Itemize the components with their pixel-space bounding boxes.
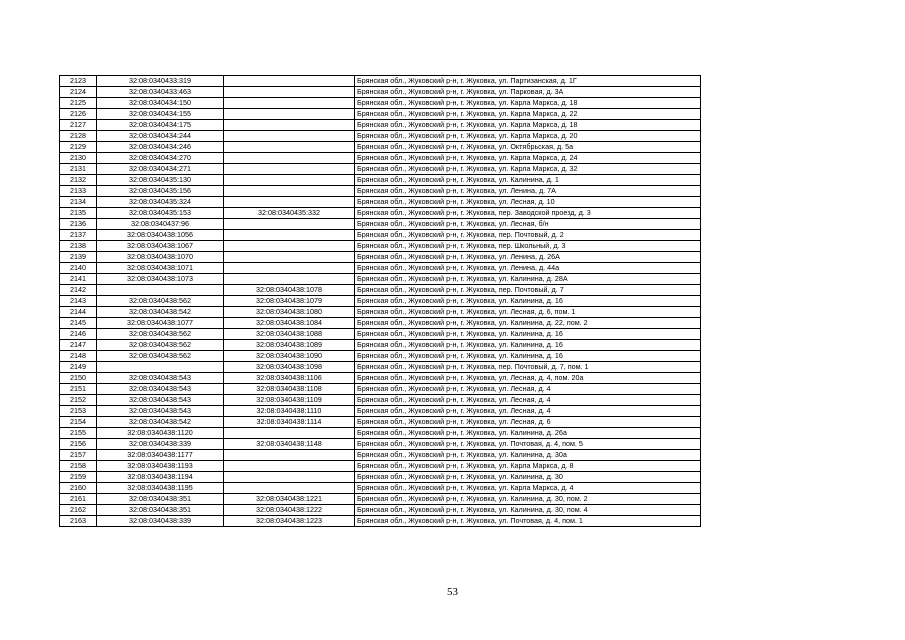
table-row [60, 186, 701, 197]
row-number-cell: 2160 [60, 483, 97, 494]
table-row [60, 417, 701, 428]
cadastral-number-cell: 32:08:0340434:175 [97, 120, 224, 131]
cadastral-number-cell: 32:08:0340434:246 [97, 142, 224, 153]
table-row [60, 252, 701, 263]
table-row [60, 428, 701, 439]
address-cell: Брянская обл., Жуковский р-н, г. Жуковка, пер. Почтовый, д. 2 [355, 230, 701, 241]
cadastral-number-cell: 32:08:0340438:1193 [97, 461, 224, 472]
cadastral-number-cell: 32:08:0340434:155 [97, 109, 224, 120]
cadastral-number-cell: 32:08:0340438:1070 [97, 252, 224, 263]
related-cadastral-number-cell: 32:08:0340438:1223 [224, 516, 355, 527]
table-row [60, 307, 701, 318]
related-cadastral-number-cell [224, 461, 355, 472]
row-number-cell: 2152 [60, 395, 97, 406]
related-cadastral-number-cell: 32:08:0340438:1089 [224, 340, 355, 351]
cadastral-number-cell: 32:08:0340434:271 [97, 164, 224, 175]
address-cell: Брянская обл., Жуковский р-н, г. Жуковка, ул. Ленина, д. 44а [355, 263, 701, 274]
row-number-cell: 2155 [60, 428, 97, 439]
row-number-cell: 2128 [60, 131, 97, 142]
row-number-cell: 2162 [60, 505, 97, 516]
table-row [60, 208, 701, 219]
related-cadastral-number-cell: 32:08:0340438:1088 [224, 329, 355, 340]
table-row [60, 450, 701, 461]
table-row [60, 296, 701, 307]
address-cell: Брянская обл., Жуковский р-н, г. Жуковка, ул. Парковая, д. 3А [355, 87, 701, 98]
address-cell: Брянская обл., Жуковский р-н, г. Жуковка, ул. Карла Маркса, д. 8 [355, 461, 701, 472]
table-row [60, 274, 701, 285]
row-number-cell: 2131 [60, 164, 97, 175]
row-number-cell: 2154 [60, 417, 97, 428]
cadastral-number-cell: 32:08:0340438:1067 [97, 241, 224, 252]
table-row [60, 406, 701, 417]
row-number-cell: 2142 [60, 285, 97, 296]
row-number-cell: 2149 [60, 362, 97, 373]
row-number-cell: 2151 [60, 384, 97, 395]
table-row [60, 329, 701, 340]
related-cadastral-number-cell [224, 120, 355, 131]
cadastral-number-cell: 32:08:0340435:156 [97, 186, 224, 197]
address-cell: Брянская обл., Жуковский р-н, г. Жуковка, ул. Карла Маркса, д. 20 [355, 131, 701, 142]
related-cadastral-number-cell [224, 87, 355, 98]
address-cell: Брянская обл., Жуковский р-н, г. Жуковка, ул. Калинина, д. 16 [355, 329, 701, 340]
related-cadastral-number-cell [224, 142, 355, 153]
address-cell: Брянская обл., Жуковский р-н, г. Жуковка, ул. Калинина, д. 28А [355, 274, 701, 285]
table-row [60, 98, 701, 109]
table-row [60, 318, 701, 329]
address-cell: Брянская обл., Жуковский р-н, г. Жуковка, ул. Калинина, д. 26а [355, 428, 701, 439]
address-cell: Брянская обл., Жуковский р-н, г. Жуковка, ул. Калинина, д. 1 [355, 175, 701, 186]
address-cell: Брянская обл., Жуковский р-н, г. Жуковка, ул. Карла Маркса, д. 18 [355, 98, 701, 109]
related-cadastral-number-cell: 32:08:0340438:1106 [224, 373, 355, 384]
row-number-cell: 2146 [60, 329, 97, 340]
related-cadastral-number-cell: 32:08:0340438:1109 [224, 395, 355, 406]
table-row [60, 483, 701, 494]
row-number-cell: 2139 [60, 252, 97, 263]
address-cell: Брянская обл., Жуковский р-н, г. Жуковка, пер. Почтовый, д. 7, пом. 1 [355, 362, 701, 373]
address-cell: Брянская обл., Жуковский р-н, г. Жуковка, пер. Почтовый, д. 7 [355, 285, 701, 296]
address-cell: Брянская обл., Жуковский р-н, г. Жуковка, пер. Заводской проезд, д. 3 [355, 208, 701, 219]
cadastral-number-cell: 32:08:0340435:153 [97, 208, 224, 219]
table-row [60, 340, 701, 351]
related-cadastral-number-cell [224, 450, 355, 461]
table-row [60, 263, 701, 274]
related-cadastral-number-cell [224, 109, 355, 120]
row-number-cell: 2143 [60, 296, 97, 307]
table-row [60, 505, 701, 516]
cadastral-number-cell: 32:08:0340437:96 [97, 219, 224, 230]
row-number-cell: 2127 [60, 120, 97, 131]
table-row [60, 230, 701, 241]
related-cadastral-number-cell [224, 164, 355, 175]
address-cell: Брянская обл., Жуковский р-н, г. Жуковка, ул. Калинина, д. 16 [355, 340, 701, 351]
related-cadastral-number-cell [224, 263, 355, 274]
related-cadastral-number-cell [224, 428, 355, 439]
table-row [60, 175, 701, 186]
cadastral-number-cell: 32:08:0340433:463 [97, 87, 224, 98]
cadastral-number-cell: 32:08:0340438:339 [97, 439, 224, 450]
cadastral-number-cell: 32:08:0340435:324 [97, 197, 224, 208]
row-number-cell: 2137 [60, 230, 97, 241]
cadastral-number-cell: 32:08:0340438:1120 [97, 428, 224, 439]
row-number-cell: 2133 [60, 186, 97, 197]
cadastral-number-cell: 32:08:0340438:1177 [97, 450, 224, 461]
row-number-cell: 2141 [60, 274, 97, 285]
cadastral-number-cell: 32:08:0340438:1077 [97, 318, 224, 329]
table-row [60, 516, 701, 527]
table-row [60, 472, 701, 483]
address-cell: Брянская обл., Жуковский р-н, г. Жуковка, ул. Ленина, д. 7А [355, 186, 701, 197]
cadastral-number-cell: 32:08:0340438:543 [97, 406, 224, 417]
cadastral-number-cell: 32:08:0340434:270 [97, 153, 224, 164]
table-row [60, 142, 701, 153]
address-cell: Брянская обл., Жуковский р-н, г. Жуковка, ул. Калинина, д. 30а [355, 450, 701, 461]
row-number-cell: 2130 [60, 153, 97, 164]
cadastral-number-cell [97, 362, 224, 373]
address-cell: Брянская обл., Жуковский р-н, г. Жуковка, ул. Лесная, д. 10 [355, 197, 701, 208]
table-row [60, 362, 701, 373]
related-cadastral-number-cell: 32:08:0340438:1079 [224, 296, 355, 307]
table-row [60, 285, 701, 296]
related-cadastral-number-cell [224, 483, 355, 494]
row-number-cell: 2144 [60, 307, 97, 318]
cadastral-number-cell: 32:08:0340438:1071 [97, 263, 224, 274]
related-cadastral-number-cell [224, 230, 355, 241]
row-number-cell: 2163 [60, 516, 97, 527]
address-cell: Брянская обл., Жуковский р-н, г. Жуковка, ул. Калинина, д. 16 [355, 296, 701, 307]
table-row [60, 131, 701, 142]
table-row [60, 494, 701, 505]
related-cadastral-number-cell: 32:08:0340438:1114 [224, 417, 355, 428]
related-cadastral-number-cell: 32:08:0340438:1148 [224, 439, 355, 450]
related-cadastral-number-cell [224, 472, 355, 483]
table-row [60, 76, 701, 87]
row-number-cell: 2129 [60, 142, 97, 153]
cadastral-number-cell: 32:08:0340438:543 [97, 395, 224, 406]
cadastral-number-cell: 32:08:0340435:130 [97, 175, 224, 186]
table-row [60, 241, 701, 252]
cadastral-number-cell: 32:08:0340438:1195 [97, 483, 224, 494]
address-cell: Брянская обл., Жуковский р-н, г. Жуковка, ул. Ленина, д. 26А [355, 252, 701, 263]
related-cadastral-number-cell: 32:08:0340438:1090 [224, 351, 355, 362]
related-cadastral-number-cell: 32:08:0340438:1078 [224, 285, 355, 296]
related-cadastral-number-cell: 32:08:0340438:1222 [224, 505, 355, 516]
page-number: 53 [447, 586, 458, 598]
row-number-cell: 2138 [60, 241, 97, 252]
address-cell: Брянская обл., Жуковский р-н, г. Жуковка, ул. Карла Маркса, д. 18 [355, 120, 701, 131]
cadastral-number-cell: 32:08:0340438:351 [97, 505, 224, 516]
row-number-cell: 2140 [60, 263, 97, 274]
register-table [59, 75, 701, 527]
row-number-cell: 2150 [60, 373, 97, 384]
address-cell: Брянская обл., Жуковский р-н, г. Жуковка, ул. Лесная, д. 4, пом. 20а [355, 373, 701, 384]
row-number-cell: 2153 [60, 406, 97, 417]
table-row [60, 373, 701, 384]
row-number-cell: 2134 [60, 197, 97, 208]
cadastral-number-cell: 32:08:0340438:542 [97, 307, 224, 318]
address-cell: Брянская обл., Жуковский р-н, г. Жуковка, ул. Лесная, д. 4 [355, 406, 701, 417]
cadastral-number-cell: 32:08:0340438:1194 [97, 472, 224, 483]
related-cadastral-number-cell [224, 131, 355, 142]
row-number-cell: 2156 [60, 439, 97, 450]
cadastral-number-cell: 32:08:0340438:562 [97, 329, 224, 340]
table-row [60, 351, 701, 362]
address-cell: Брянская обл., Жуковский р-н, г. Жуковка, пер. Школьный, д. 3 [355, 241, 701, 252]
related-cadastral-number-cell: 32:08:0340438:1221 [224, 494, 355, 505]
cadastral-number-cell: 32:08:0340438:543 [97, 384, 224, 395]
address-cell: Брянская обл., Жуковский р-н, г. Жуковка, ул. Лесная, д. 4 [355, 384, 701, 395]
table-row [60, 120, 701, 131]
address-cell: Брянская обл., Жуковский р-н, г. Жуковка, ул. Лесная, д. 6, пом. 1 [355, 307, 701, 318]
row-number-cell: 2136 [60, 219, 97, 230]
related-cadastral-number-cell [224, 175, 355, 186]
address-cell: Брянская обл., Жуковский р-н, г. Жуковка, ул. Партизанская, д. 1Г [355, 76, 701, 87]
address-cell: Брянская обл., Жуковский р-н, г. Жуковка, ул. Почтовая, д. 4, пом. 1 [355, 516, 701, 527]
row-number-cell: 2145 [60, 318, 97, 329]
address-cell: Брянская обл., Жуковский р-н, г. Жуковка, ул. Калинина, д. 16 [355, 351, 701, 362]
table-row [60, 153, 701, 164]
row-number-cell: 2158 [60, 461, 97, 472]
address-cell: Брянская обл., Жуковский р-н, г. Жуковка, ул. Калинина, д. 30 [355, 472, 701, 483]
table-row [60, 395, 701, 406]
related-cadastral-number-cell: 32:08:0340438:1108 [224, 384, 355, 395]
table-row [60, 219, 701, 230]
related-cadastral-number-cell: 32:08:0340438:1098 [224, 362, 355, 373]
row-number-cell: 2135 [60, 208, 97, 219]
cadastral-number-cell [97, 285, 224, 296]
cadastral-number-cell: 32:08:0340438:542 [97, 417, 224, 428]
related-cadastral-number-cell [224, 76, 355, 87]
address-cell: Брянская обл., Жуковский р-н, г. Жуковка, ул. Калинина, д. 30, пом. 4 [355, 505, 701, 516]
cadastral-number-cell: 32:08:0340433:319 [97, 76, 224, 87]
table-row [60, 87, 701, 98]
row-number-cell: 2147 [60, 340, 97, 351]
related-cadastral-number-cell [224, 252, 355, 263]
address-cell: Брянская обл., Жуковский р-н, г. Жуковка, ул. Лесная, д. 6 [355, 417, 701, 428]
related-cadastral-number-cell [224, 241, 355, 252]
row-number-cell: 2126 [60, 109, 97, 120]
address-cell: Брянская обл., Жуковский р-н, г. Жуковка, ул. Лесная, б/н [355, 219, 701, 230]
row-number-cell: 2148 [60, 351, 97, 362]
related-cadastral-number-cell [224, 186, 355, 197]
row-number-cell: 2125 [60, 98, 97, 109]
register-table-body [60, 76, 701, 527]
row-number-cell: 2124 [60, 87, 97, 98]
cadastral-number-cell: 32:08:0340438:1073 [97, 274, 224, 285]
cadastral-number-cell: 32:08:0340434:244 [97, 131, 224, 142]
cadastral-number-cell: 32:08:0340438:562 [97, 351, 224, 362]
related-cadastral-number-cell [224, 219, 355, 230]
table-row [60, 109, 701, 120]
address-cell: Брянская обл., Жуковский р-н, г. Жуковка, ул. Карла Маркса, д. 24 [355, 153, 701, 164]
address-cell: Брянская обл., Жуковский р-н, г. Жуковка, ул. Почтовая, д. 4, пом. 5 [355, 439, 701, 450]
row-number-cell: 2123 [60, 76, 97, 87]
address-cell: Брянская обл., Жуковский р-н, г. Жуковка, ул. Октябрьская, д. 5а [355, 142, 701, 153]
row-number-cell: 2159 [60, 472, 97, 483]
related-cadastral-number-cell: 32:08:0340435:332 [224, 208, 355, 219]
table-row [60, 384, 701, 395]
row-number-cell: 2161 [60, 494, 97, 505]
related-cadastral-number-cell: 32:08:0340438:1080 [224, 307, 355, 318]
table-row [60, 164, 701, 175]
address-cell: Брянская обл., Жуковский р-н, г. Жуковка, ул. Лесная, д. 4 [355, 395, 701, 406]
related-cadastral-number-cell: 32:08:0340438:1110 [224, 406, 355, 417]
row-number-cell: 2132 [60, 175, 97, 186]
cadastral-number-cell: 32:08:0340438:1056 [97, 230, 224, 241]
address-cell: Брянская обл., Жуковский р-н, г. Жуковка, ул. Калинина, д. 30, пом. 2 [355, 494, 701, 505]
table-row [60, 461, 701, 472]
table-row [60, 197, 701, 208]
cadastral-number-cell: 32:08:0340438:562 [97, 340, 224, 351]
related-cadastral-number-cell [224, 98, 355, 109]
cadastral-number-cell: 32:08:0340438:339 [97, 516, 224, 527]
cadastral-number-cell: 32:08:0340434:150 [97, 98, 224, 109]
related-cadastral-number-cell [224, 274, 355, 285]
related-cadastral-number-cell [224, 153, 355, 164]
cadastral-number-cell: 32:08:0340438:351 [97, 494, 224, 505]
table-row [60, 439, 701, 450]
address-cell: Брянская обл., Жуковский р-н, г. Жуковка, ул. Калинина, д. 22, пом. 2 [355, 318, 701, 329]
cadastral-number-cell: 32:08:0340438:543 [97, 373, 224, 384]
address-cell: Брянская обл., Жуковский р-н, г. Жуковка, ул. Карла Маркса, д. 22 [355, 109, 701, 120]
cadastral-number-cell: 32:08:0340438:562 [97, 296, 224, 307]
row-number-cell: 2157 [60, 450, 97, 461]
address-cell: Брянская обл., Жуковский р-н, г. Жуковка, ул. Карла Маркса, д. 32 [355, 164, 701, 175]
related-cadastral-number-cell: 32:08:0340438:1084 [224, 318, 355, 329]
address-cell: Брянская обл., Жуковский р-н, г. Жуковка, ул. Карла Маркса, д. 4 [355, 483, 701, 494]
related-cadastral-number-cell [224, 197, 355, 208]
